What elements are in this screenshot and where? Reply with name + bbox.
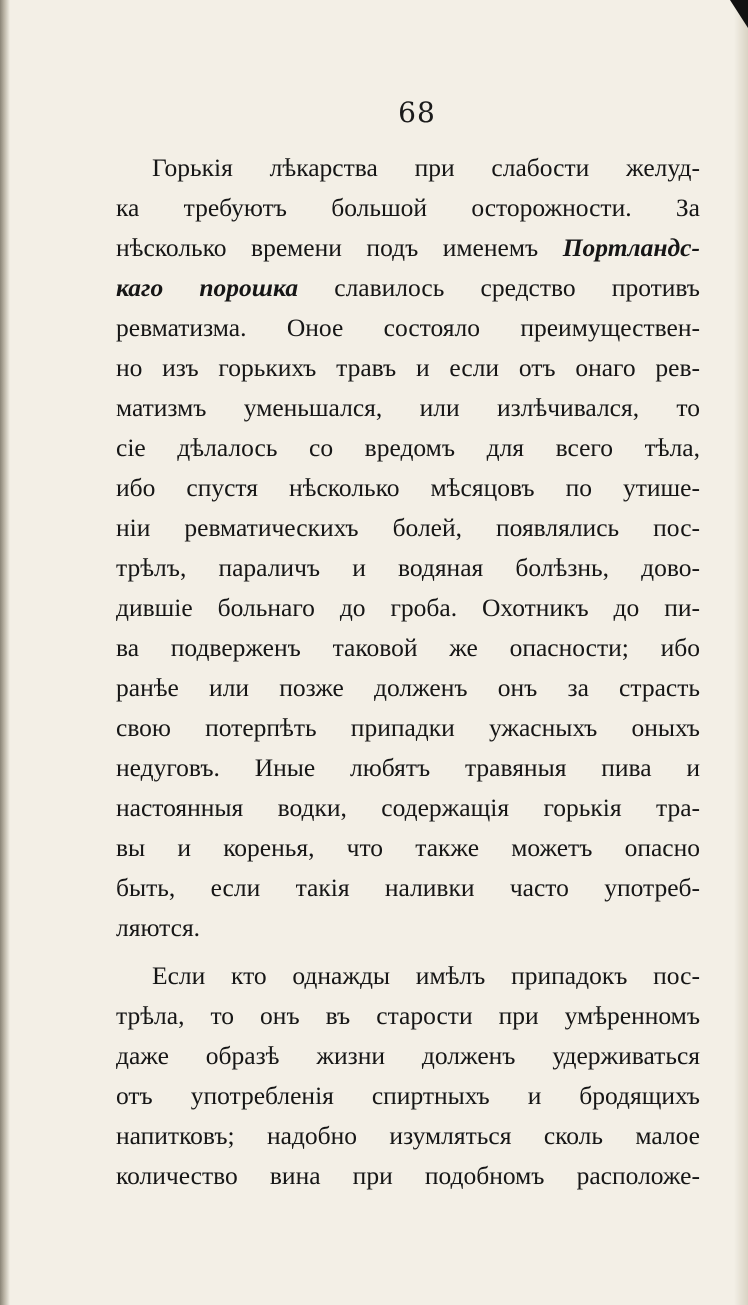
- italic-term: каго порошка: [116, 273, 299, 302]
- text-line: ляются.: [116, 913, 201, 942]
- text-line: ревматизма. Оное состояло преимуществен-: [116, 313, 700, 342]
- text-line: матизмъ уменьшался, или излѣчивался, то: [116, 393, 700, 422]
- text-line: трѣлъ, параличъ и водяная болѣзнь, дово-: [116, 553, 700, 582]
- paragraph: [116, 956, 700, 1196]
- page-text: [116, 148, 700, 1196]
- text-line: вы и коренья, что также можетъ опасно: [116, 833, 700, 862]
- text-line: но изъ горькихъ травъ и если отъ онаго рев-: [116, 353, 700, 382]
- text-line: отъ употребленія спиртныхъ и бродящихъ: [116, 1081, 700, 1110]
- text-line: напитковъ; надобно изумляться сколь малое: [116, 1121, 700, 1150]
- text-line: ка требуютъ большой осторожности. За: [116, 193, 700, 222]
- text-line: быть, если такія наливки часто употреб-: [116, 873, 700, 902]
- text-line: дившіе больнаго до гроба. Охотникъ до пи-: [116, 593, 700, 622]
- text-line: ва подверженъ таковой же опасности; ибо: [116, 633, 700, 662]
- italic-term: Портландс-: [562, 233, 700, 262]
- text-line: сіе дѣлалось со вредомъ для всего тѣла,: [116, 433, 700, 462]
- text-line: ибо спустя нѣсколько мѣсяцовъ по утише-: [116, 473, 700, 502]
- text-line: нѣсколько времени подъ именемъ Портландс-: [116, 233, 700, 262]
- text-line: Если кто однажды имѣлъ припадокъ пос-: [152, 961, 700, 990]
- text-line: ніи ревматическихъ болей, появлялись пос-: [116, 513, 700, 542]
- text-line: трѣла, то онъ въ старости при умѣренномъ: [116, 1001, 700, 1030]
- text-line: недуговъ. Иные любятъ травяныя пива и: [116, 753, 700, 782]
- paragraph: [116, 148, 700, 948]
- page-binding-edge: [0, 0, 10, 1305]
- text-line: каго порошка славилось средство противъ: [116, 273, 700, 302]
- text-line: ранѣе или позже долженъ онъ за страсть: [116, 673, 700, 702]
- text-line: настоянныя водки, содержащія горькія тра-: [116, 793, 700, 822]
- text-line: Горькія лѣкарства при слабости желуд-: [152, 153, 700, 182]
- text-line: даже образѣ жизни долженъ удерживаться: [116, 1041, 700, 1070]
- page-outer-edge: [734, 0, 748, 1305]
- paragraph-gap: [116, 948, 700, 956]
- text-line: свою потерпѣть припадки ужасныхъ оныхъ: [116, 713, 700, 742]
- page-number: 68: [398, 96, 436, 129]
- text-line: количество вина при подобномъ расположе-: [116, 1161, 700, 1190]
